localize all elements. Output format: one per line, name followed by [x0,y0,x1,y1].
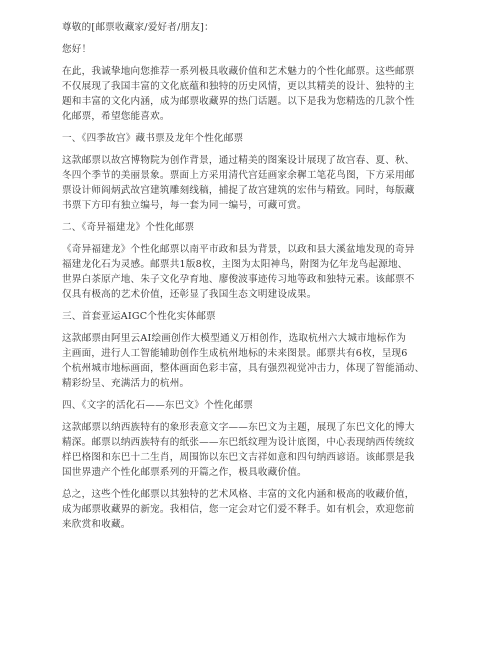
section-paragraph-1 [62,153,444,213]
paragraph-line: 这款邮票由阿里云AI绘画创作大模型通义万相创作，选取杭州六大城市地标作为 [62,333,407,344]
intro-paragraph [62,64,444,124]
conclusion-line: 来欣赏和收藏。 [62,519,131,530]
intro-line: 不仅展现了我国丰富的文化底蕴和独特的历史风情，更以其精美的设计、独特的主 [62,81,415,92]
conclusion-paragraph [62,487,444,532]
conclusion-line: 成为邮票收藏界的新宠。我相信，您一定会对它们爱不释手。如有机会，欢迎您前 [62,504,415,515]
paragraph-line: 精深。邮票以纳西族特有的纸张——东巴纸纹理为设计底图，中心表现纳西传统纹 [62,437,415,448]
section-paragraph-4 [62,420,444,480]
section-heading-1: 一、《四季故宫》藏书票及龙年个性化邮票 [62,133,244,144]
section-heading-3: 三、首套亚运AIGC个性化实体邮票 [62,311,216,322]
section-paragraph-3 [62,331,444,391]
greeting: 您好！ [62,44,92,55]
intro-line: 题和丰富的文化内涵，成为邮票收藏界的热门话题。以下是我为您精选的几款个性 [62,96,415,107]
intro-line: 化邮票，希望您能喜欢。 [62,111,170,122]
paragraph-line: 主画面，进行人工智能辅助创作生成杭州地标的未来图景。邮票共有6枚，呈现6 [62,348,408,359]
paragraph-line: 这款邮票以故宫博物院为创作背景，通过精美的图案设计展现了故宫春、夏、秋、 [62,155,415,166]
paragraph-line: 世界白茶原产地、朱子文化孕育地、廖俊波事迹传习地等政和独特元素。该邮票不 [62,274,415,285]
paragraph-line: 冬四个季节的美丽景象。票面上方采用清代宫廷画家余穉工笔花鸟图，下方采用邮 [62,170,415,181]
paragraph-line: 这款邮票以纳西族特有的象形表意文字——东巴文为主题，展现了东巴文化的博大 [62,422,415,433]
paragraph-line: 精彩纷呈、充满活力的杭州。 [62,378,190,389]
paragraph-line: 票设计师阎炳武故宫建筑雕刻线稿，捕捉了故宫建筑的宏伟与精致。同时，每版藏 [62,185,415,196]
paragraph-line: 《奇异福建龙》个性化邮票以南平市政和县为背景，以政和县大溪盆地发现的奇异 [62,244,415,255]
section-heading-2: 二、《奇异福建龙》个性化邮票 [62,222,195,233]
section-heading-4: 四、《文字的活化石——东巴文》个性化邮票 [62,400,254,411]
paragraph-line: 福建龙化石为灵感。邮票共1版8枚，主图为太阳神鸟，附图为亿年龙鸟起源地、 [62,259,408,270]
paragraph-line: 个杭州城市地标画面，整体画面色彩丰富，具有强烈视觉冲击力，体现了智能涌动、 [62,363,425,374]
conclusion-line: 总之，这些个性化邮票以其独特的艺术风格、丰富的文化内涵和极高的收藏价值， [62,489,415,500]
letter-document [62,20,444,539]
paragraph-line: 书票下方印有独立编号，每一套为同一编号，可藏可赏。 [62,200,307,211]
intro-line: 在此，我诚挚地向您推荐一系列极具收藏价值和艺术魅力的个性化邮票。这些邮票 [62,66,415,77]
paragraph-line: 样巴格图和东巴十二生肖，周围饰以东巴文吉祥如意和四句纳西谚语。该邮票是我 [62,452,415,463]
section-paragraph-2 [62,242,444,302]
salutation: 尊敬的[邮票收藏家/爱好者/朋友]： [62,22,214,33]
paragraph-line: 国世界遗产个性化邮票系列的开篇之作，极具收藏价值。 [62,467,307,478]
paragraph-line: 仅具有极高的艺术价值，还彰显了我国生态文明建设成果。 [62,289,317,300]
